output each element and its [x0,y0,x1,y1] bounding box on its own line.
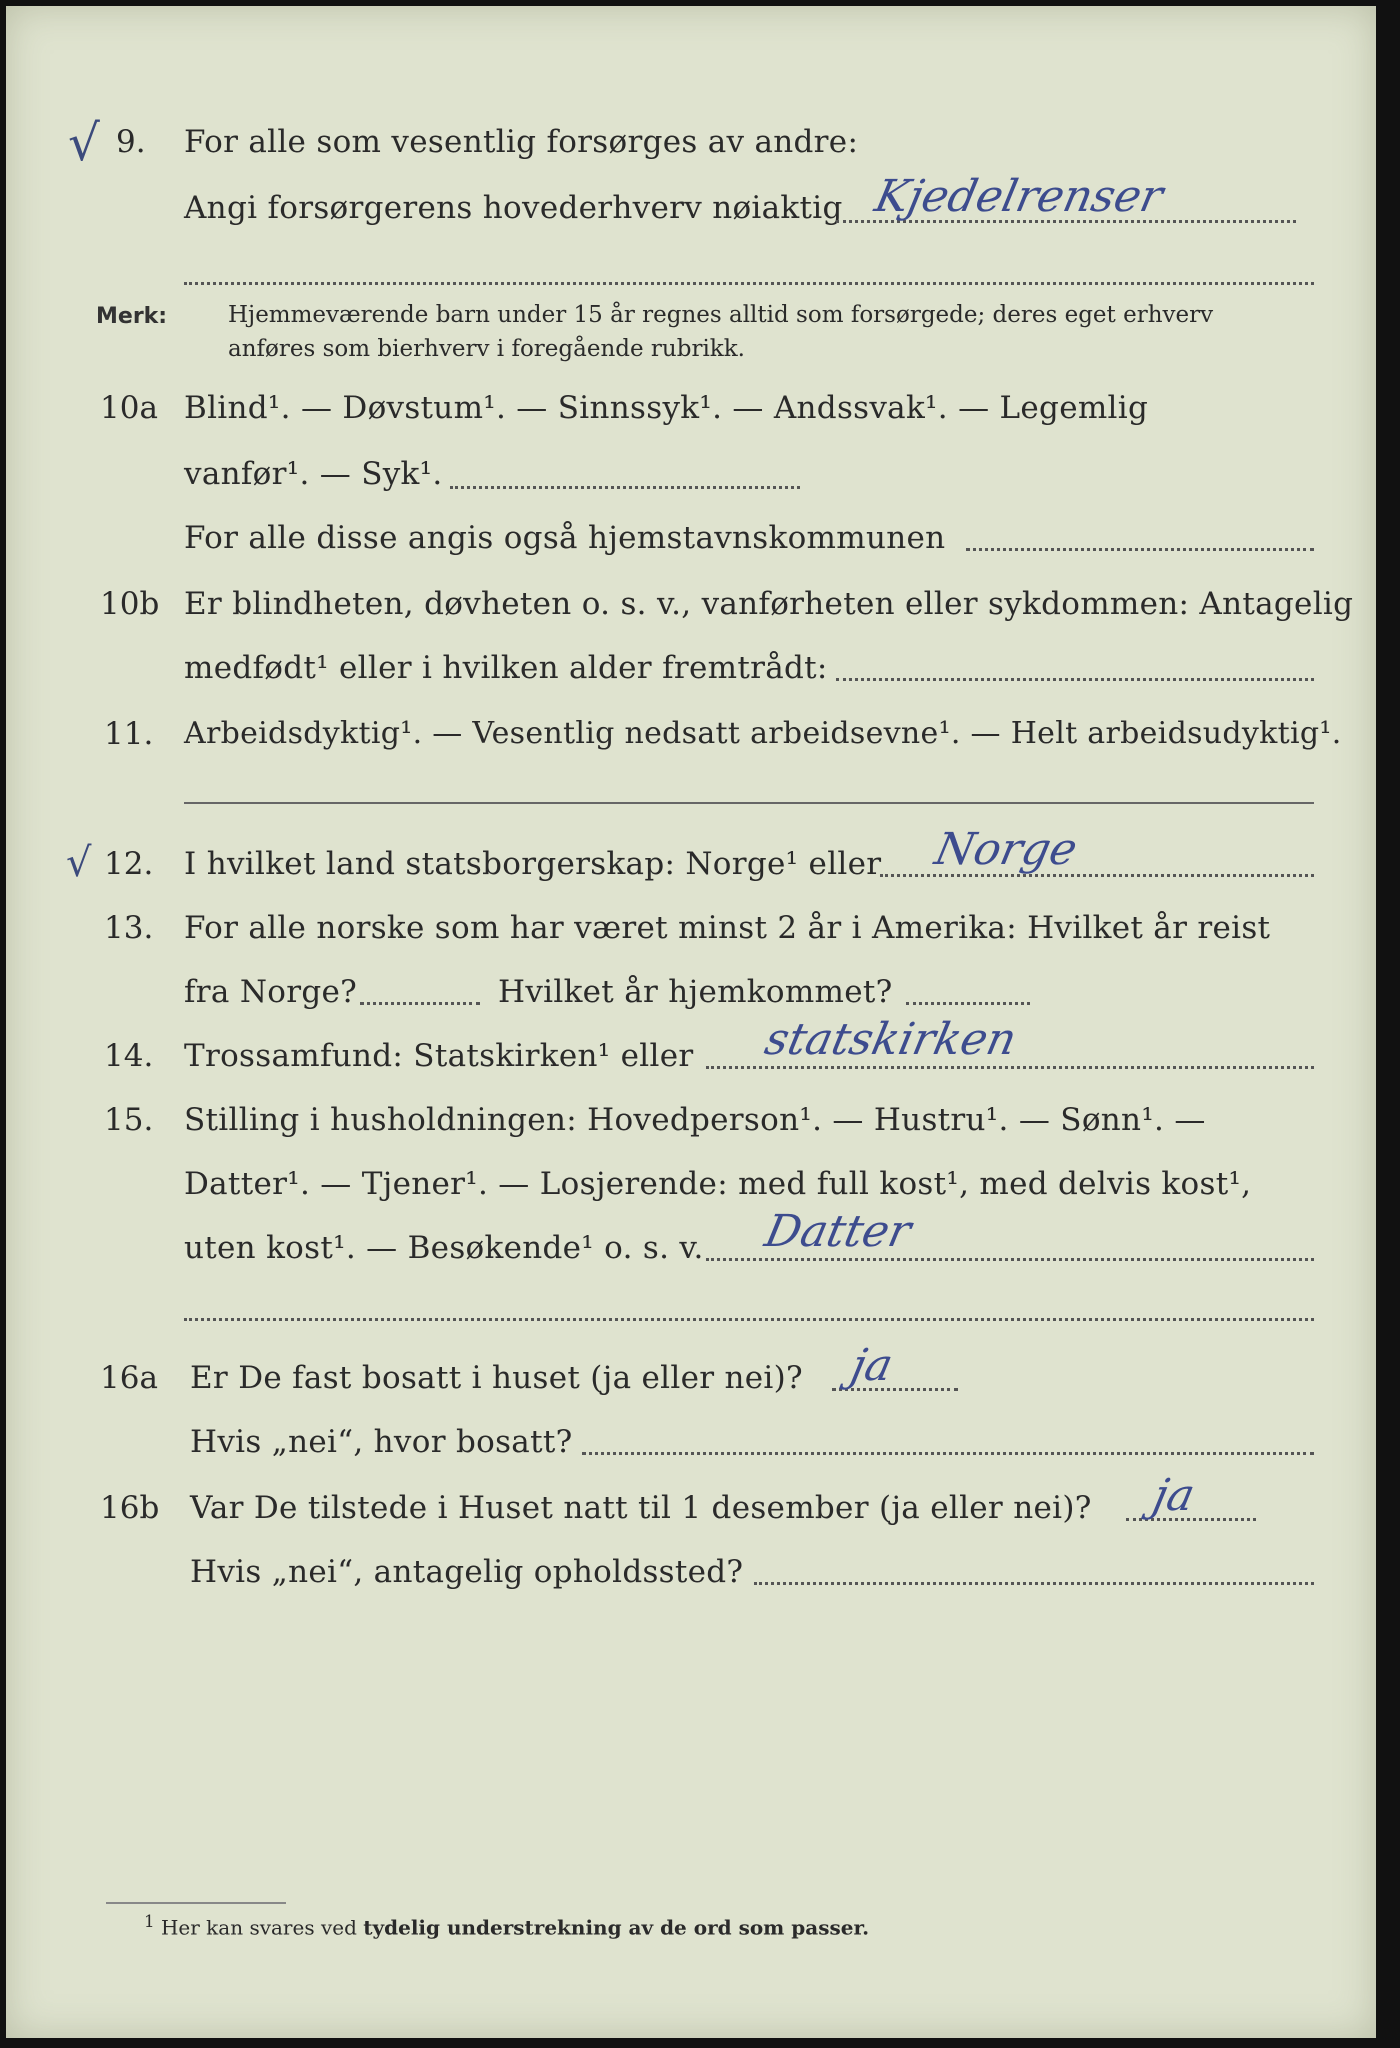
q10a-line-3: For alle disse angis også hjemstavnskommunen [184,520,946,556]
q12-number: 12. [104,846,154,882]
q13-line-2a: fra Norge? [184,974,358,1010]
q14-line-1: Trossamfund: Statskirken¹ eller [184,1038,694,1074]
footnote-mark: 1 [144,1912,155,1931]
q16a-line-1: Er De fast bosatt i huset (ja eller nei)? [190,1360,803,1396]
q10b-number: 10b [100,586,160,622]
q13-line-2b: Hvilket år hjemkommet? [498,974,893,1010]
q16b-answer-line [1126,1518,1256,1521]
q16b-answer-handwritten: ja [1148,1470,1200,1521]
q10b-answer-line [836,678,1314,681]
q15-answer-line [706,1258,1314,1261]
q10a-line-1: Blind¹. — Døvstum¹. — Sinnssyk¹. — Andssvak¹. — Legemlig [184,390,1149,426]
census-form-page [6,6,1376,2038]
merk-label: Merk: [96,304,168,329]
q16b-line-1: Var De tilstede i Huset natt til 1 desember (ja eller nei)? [190,1490,1092,1526]
q16a-answer-handwritten: ja [846,1340,898,1391]
q10a-number: 10a [100,390,158,426]
q16b-line-2: Hvis „nei“, antagelig opholdssted? [190,1554,744,1590]
footnote-text-plain: Her kan svares ved [160,1915,357,1940]
q10b-line-1: Er blindheten, døvheten o. s. v., vanførheten eller sykdommen: Antagelig [184,586,1354,622]
q16b-location-line [754,1582,1314,1585]
q11-line-1: Arbeidsdyktig¹. — Vesentlig nedsatt arbeidsevne¹. — Helt arbeidsudyktig¹. [184,716,1342,751]
q9-line-2: Angi forsørgerens hovederhverv nøiaktig [184,190,843,226]
q9-line-1: For alle som vesentlig forsørges av andre: [184,124,859,160]
q13-year-left-line [360,1002,480,1005]
q10a-hometown-line [966,548,1314,551]
q11-number: 11. [104,716,154,752]
q9-number: 9. [116,124,146,160]
q11-answer-line [184,802,1314,804]
q14-answer-handwritten: statskirken [760,1014,1021,1065]
q15-answer-handwritten: Datter [760,1206,916,1257]
check-mark-icon: √ [68,114,100,172]
q14-answer-line [706,1066,1314,1069]
q14-number: 14. [104,1038,154,1074]
q15-line-3: uten kost¹. — Besøkende¹ o. s. v. [184,1230,704,1266]
footnote-text-bold: tydelig understrekning av de ord som passer. [363,1915,870,1940]
q16a-line-2: Hvis „nei“, hvor bosatt? [190,1424,573,1460]
q15-line-2: Datter¹. — Tjener¹. — Losjerende: med full kost¹, med delvis kost¹, [184,1166,1252,1202]
q10a-line-2: vanfør¹. — Syk¹. [184,456,443,492]
q13-line-1: For alle norske som har været minst 2 år i Amerika: Hvilket år reist [184,910,1271,946]
footnote-rule [106,1902,286,1904]
merk-line-1: Hjemmeværende barn under 15 år regnes alltid som forsørgede; deres eget erhverv [228,302,1214,328]
q9-answer-handwritten: Kjedelrenser [870,171,1168,222]
check-mark-icon: √ [66,840,92,886]
q16a-number: 16a [100,1360,158,1396]
q12-answer-handwritten: Norge [930,824,1082,875]
q10b-line-2: medfødt¹ eller i hvilken alder fremtrådt: [184,650,828,686]
q12-line-1: I hvilket land statsborgerskap: Norge¹ eller [184,846,882,882]
q9-extra-line [184,282,1314,285]
q15-extra-line [184,1318,1314,1321]
q16a-residence-line [582,1452,1314,1455]
footnote [144,1912,869,1940]
q16b-number: 16b [100,1490,160,1526]
q10a-answer-line [450,486,800,489]
q15-number: 15. [104,1102,154,1138]
q15-line-1: Stilling i husholdningen: Hovedperson¹. — Hustru¹. — Sønn¹. — [184,1102,1206,1138]
q13-year-returned-line [906,1002,1030,1005]
q13-number: 13. [104,910,154,946]
merk-line-2: anføres som bierhverv i foregående rubrikk. [228,336,745,362]
